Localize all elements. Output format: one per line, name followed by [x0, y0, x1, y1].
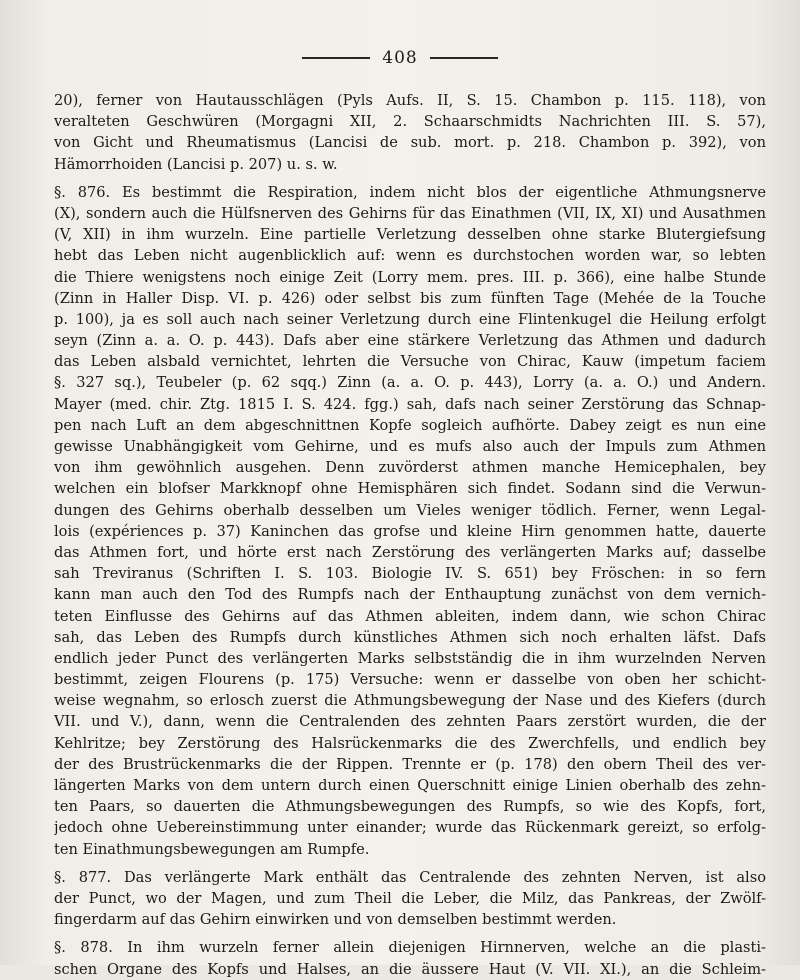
- text-line: endlich jeder Punct des verlängerten Marks selbstständig die in ihm wurzelnden Nerven: [54, 649, 766, 667]
- text-line: veralteten Geschwüren (Morgagni XII, 2. Schaarschmidts Nachrichten III. S. 57),: [54, 113, 766, 131]
- text-line: VII. und V.), dann, wenn die Centralenden des zehnten Paars zerstört wurden, die der: [54, 713, 766, 731]
- text-line: §. 878. In ihm wurzeln ferner allein diejenigen Hirnnerven, welche an die plasti-: [54, 939, 766, 957]
- text-line: §. 327 sq.), Teubeler (p. 62 sqq.) Zinn (a. a. O. p. 443), Lorry (a. a. O.) und Andern.: [54, 374, 766, 392]
- text-line: der Punct, wo der Magen, und zum Theil die Leber, die Milz, das Pankreas, der Zwölf-: [54, 889, 766, 907]
- text-line: weise wegnahm, so erlosch zuerst die Athmungsbewegung der Nase und des Kiefers (durch: [54, 692, 766, 710]
- text-line: der des Brustrückenmarks die der Rippen. Trennte er (p. 178) den obern Theil des ver-: [54, 755, 766, 773]
- text-line: von ihm gewöhnlich ausgehen. Denn zuvörderst athmen manche Hemicephalen, bey: [54, 459, 766, 477]
- text-line: (Zinn in Haller Disp. VI. p. 426) oder selbst bis zum fünften Tage (Mehée de la Touche: [54, 289, 766, 307]
- text-line: hebt das Leben nicht augenblicklich auf: wenn es durchstochen worden war, so lebten: [54, 247, 766, 265]
- paragraph-continuation: [54, 90, 766, 175]
- text-line: p. 100), ja es soll auch nach seiner Verletzung durch eine Flintenkugel die Heilung erfolgt: [54, 310, 766, 328]
- text-line: schen Organe des Kopfs und Halses, an die äussere Haut (V. VII. XI.), an die Schleim-: [54, 960, 766, 978]
- header-rule-right: [430, 57, 498, 59]
- paragraph-876: [54, 182, 766, 860]
- text-line: welchen ein blofser Markknopf ohne Hemisphären sich findet. Sodann sind die Verwun-: [54, 480, 766, 498]
- text-line: kann man auch den Tod des Rumpfs nach der Enthauptung zunächst von dem vernich-: [54, 586, 766, 604]
- text-line: die Thiere wenigstens noch einige Zeit (Lorry mem. pres. III. p. 366), eine halbe Stunde: [54, 268, 766, 286]
- paragraph-877: [54, 867, 766, 931]
- text-line: seyn (Zinn a. a. O. p. 443). Dafs aber eine stärkere Verletzung das Athmen und dadurch: [54, 332, 766, 350]
- text-line: §. 876. Es bestimmt die Respiration, indem nicht blos der eigentliche Athmungsnerve: [54, 183, 766, 201]
- text-line: das Athmen fort, und hörte erst nach Zerstörung des verlängerten Marks auf; dasselbe: [54, 543, 766, 561]
- text-line: lois (expériences p. 37) Kaninchen das grofse und kleine Hirn genommen hatte, dauerte: [54, 522, 766, 540]
- page-header: [0, 48, 800, 68]
- text-line: längerten Marks von dem untern durch einen Querschnitt einige Linien oberhalb des zehn-: [54, 777, 766, 794]
- page-number: 408: [382, 48, 418, 68]
- text-line: (X), sondern auch die Hülfsnerven des Gehirns für das Einathmen (VII, IX, XI) und Ausathmen: [54, 204, 766, 222]
- text-line: ten Einathmungsbewegungen am Rumpfe.: [54, 840, 370, 858]
- page-body: [54, 90, 766, 980]
- text-line: Mayer (med. chir. Ztg. 1815 I. S. 424. fgg.) sah, dafs nach seiner Zerstörung das Schnap-: [54, 395, 766, 413]
- text-line: (V, XII) in ihm wurzeln. Eine partielle Verletzung desselben ohne starke Blutergiefsung: [54, 226, 766, 244]
- text-line: Hämorrhoiden (Lancisi p. 207) u. s. w.: [54, 155, 338, 173]
- header-rule-left: [302, 57, 370, 59]
- text-line: das Leben alsbald vernichtet, lehrten die Versuche von Chirac, Kauw (impetum faciem: [54, 353, 766, 371]
- text-line: bestimmt, zeigen Flourens (p. 175) Versuche: wenn er dasselbe von oben her schicht-: [54, 671, 766, 689]
- text-line: von Gicht und Rheumatismus (Lancisi de sub. mort. p. 218. Chambon p. 392), von: [54, 134, 766, 152]
- text-line: dungen des Gehirns oberhalb desselben um Vieles weniger tödlich. Ferner, wenn Legal-: [54, 501, 766, 519]
- paragraph-878: [54, 937, 766, 979]
- text-line: teten Einflusse des Gehirns auf das Athmen ableiten, indem dann, wie schon Chirac: [54, 607, 766, 625]
- text-line: gewisse Unabhängigkeit vom Gehirne, und es mufs also auch der Impuls zum Athmen: [54, 438, 766, 455]
- text-line: §. 877. Das verlängerte Mark enthält das Centralende des zehnten Nerven, ist also: [54, 868, 766, 886]
- text-line: jedoch ohne Uebereinstimmung unter einander; wurde das Rückenmark gereizt, so erfolg-: [54, 819, 766, 837]
- text-line: 20), ferner von Hautausschlägen (Pyls Aufs. II, S. 15. Chambon p. 115. 118), von: [54, 92, 766, 109]
- text-line: sah Treviranus (Schriften I. S. 103. Biologie IV. S. 651) bey Fröschen: in so fern: [54, 565, 766, 583]
- text-line: Kehlritze; bey Zerstörung des Halsrückenmarks die des Zwerchfells, und endlich bey: [54, 734, 766, 752]
- text-line: ten Paars, so dauerten die Athmungsbewegungen des Rumpfs, so wie des Kopfs, fort,: [54, 798, 766, 816]
- text-line: sah, das Leben des Rumpfs durch künstliches Athmen sich noch erhalten läfst. Dafs: [54, 628, 766, 646]
- text-line: fingerdarm auf das Gehirn einwirken und von demselben bestimmt werden.: [54, 911, 617, 929]
- text-line: pen nach Luft an dem abgeschnittnen Kopfe sogleich aufhörte. Dabey zeigt es nun eine: [54, 416, 766, 434]
